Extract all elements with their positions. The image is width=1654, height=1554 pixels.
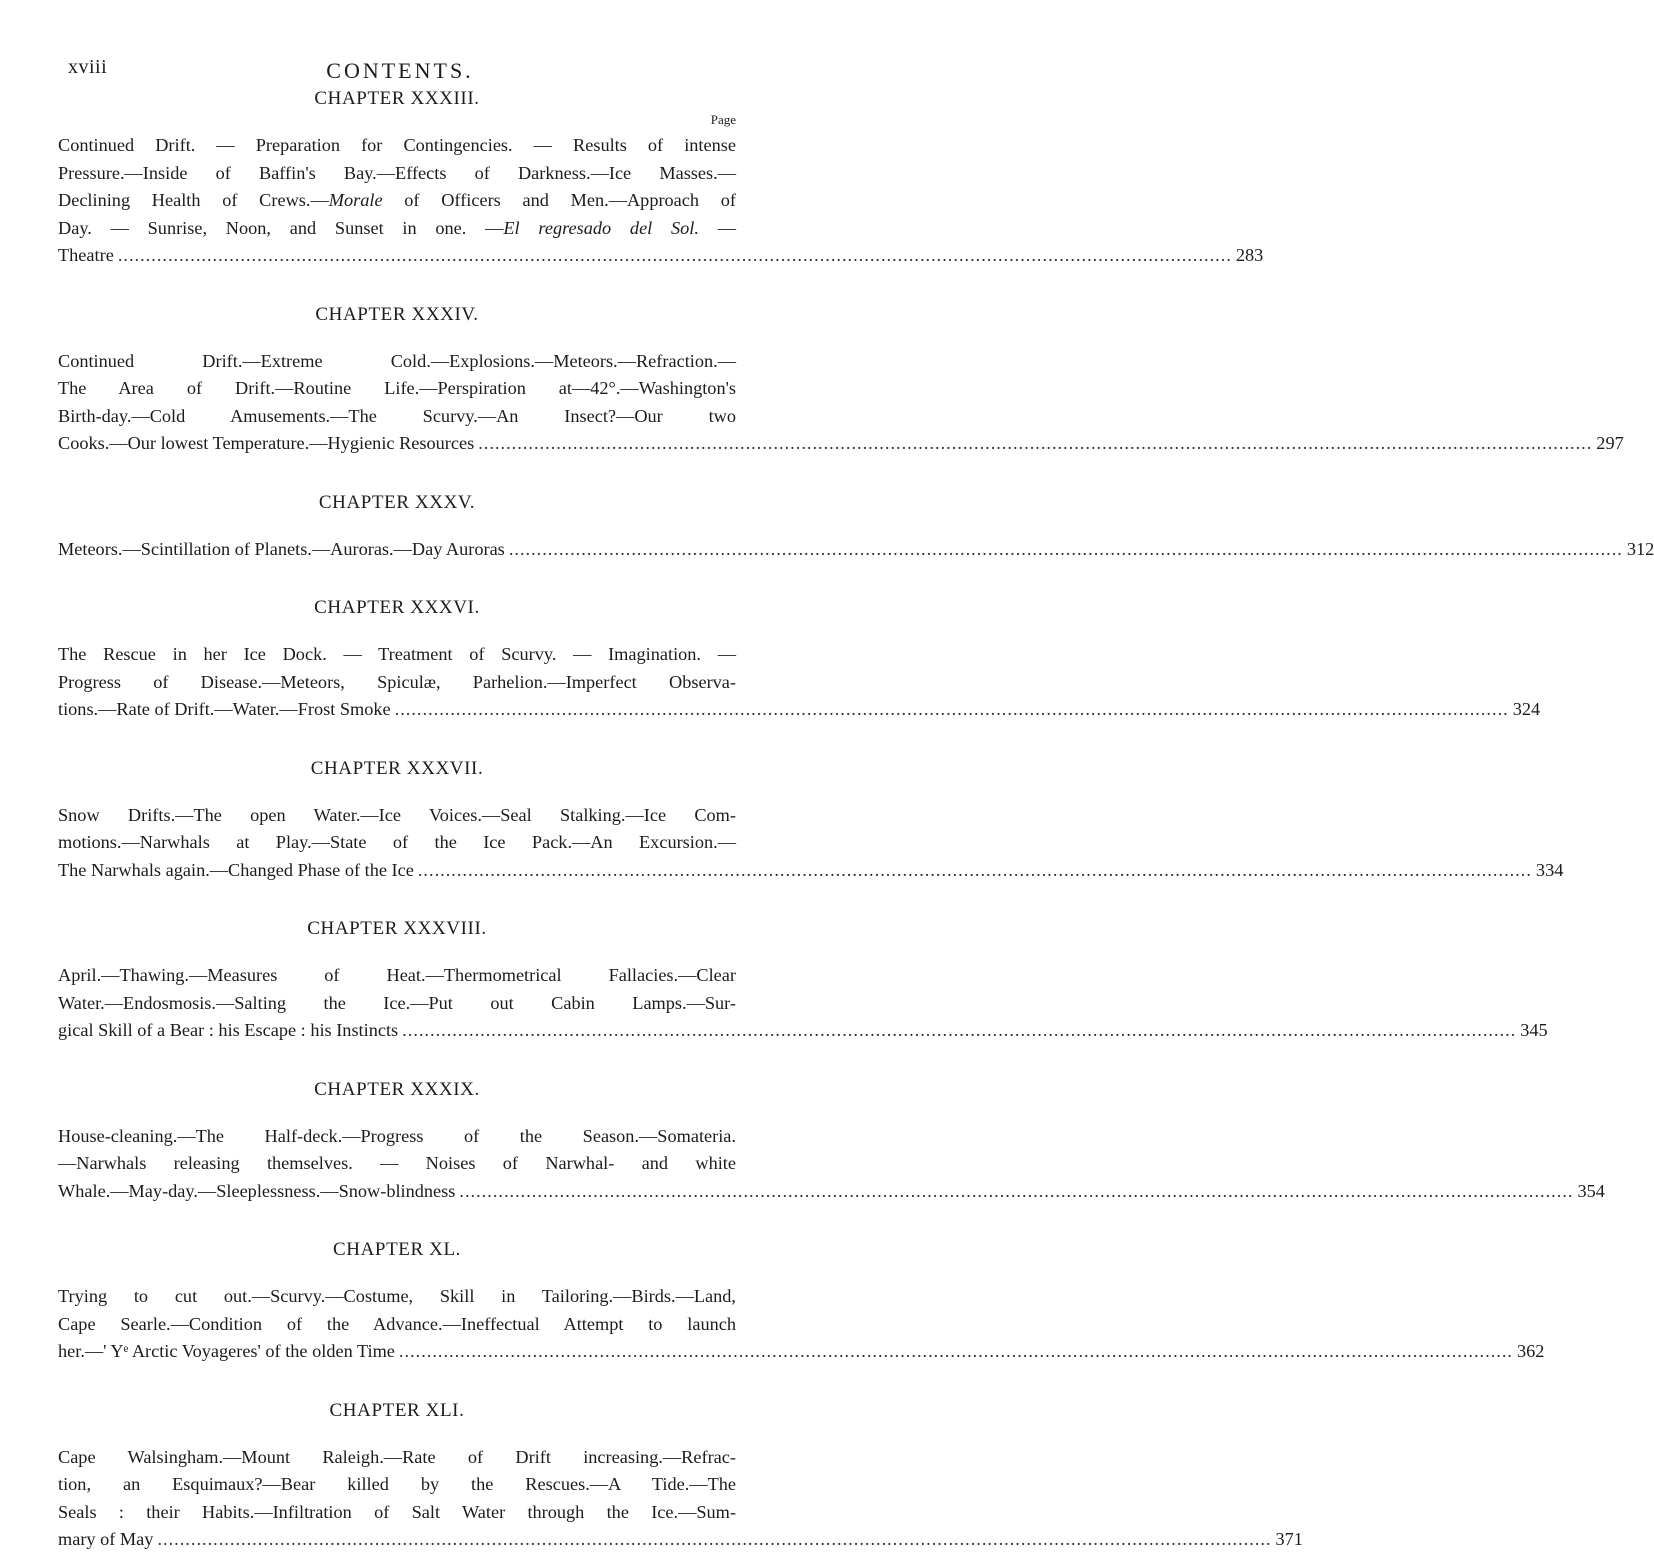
synopsis-line: Continued Drift. — Preparation for Contingencies. — Results of intense (58, 135, 736, 155)
chapter-synopsis (58, 641, 1541, 724)
page-number: 345 (1520, 1020, 1548, 1040)
synopsis-line: Meteors.—Scintillation of Planets.—Auroras.—Day Auroras (58, 538, 505, 559)
dot-leader: ........................................................................................................................................................................................................ (508, 538, 1623, 559)
page-column-label: Page (710, 112, 736, 127)
chapter-synopsis (58, 536, 1654, 564)
synopsis-line: Progress of Disease.—Meteors, Spiculæ, Parhelion.—Imperfect Observa- (58, 671, 736, 692)
page-number: 297 (1596, 433, 1624, 453)
page-column-label (58, 1263, 736, 1277)
chapter-entry (58, 1078, 1605, 1206)
synopsis-last-line (58, 857, 1564, 885)
synopsis-line: Day. — Sunrise, Noon, and Sunset in one. —El regresado del Sol. — (58, 217, 736, 238)
page-column-label (58, 328, 736, 342)
chapter-heading: CHAPTER XLI. (329, 1399, 465, 1421)
synopsis-line: mary of May (58, 1529, 154, 1549)
chapter-synopsis (58, 1123, 1605, 1206)
synopsis-last-line (58, 536, 1654, 564)
synopsis-last-line (58, 242, 1264, 270)
synopsis-last-line (58, 1017, 1548, 1045)
synopsis-line: Declining Health of Crews.—Morale of Officers and Men.—Approach of (58, 190, 736, 210)
dot-leader: ........................................................................................................................................................................................................ (402, 1020, 1517, 1040)
synopsis-line: Whale.—May-day.—Sleeplessness.—Snow-blindness (58, 1180, 456, 1201)
page-number: 371 (1275, 1529, 1303, 1549)
synopsis-last-line (58, 430, 1624, 458)
synopsis-line: The Rescue in her Ice Dock. — Treatment of Scurvy. — Imagination. — (58, 644, 736, 664)
chapter-entry (58, 918, 1548, 1045)
synopsis-line: Seals : their Habits.—Infiltration of Salt Water through the Ice.—Sum- (58, 1501, 736, 1522)
chapter-entry (58, 1399, 1303, 1554)
running-title: CONTENTS. (326, 58, 474, 83)
dot-leader: ........................................................................................................................................................................................................ (398, 1341, 1513, 1361)
synopsis-line: April.—Thawing.—Measures of Heat.—Thermometrical Fallacies.—Clear (58, 965, 736, 985)
dot-leader: ........................................................................................................................................................................................................ (459, 1180, 1574, 1201)
synopsis-last-line (58, 696, 1541, 724)
page-number: 334 (1535, 859, 1564, 880)
chapter-entry (58, 303, 1624, 458)
page-column-label (58, 942, 736, 956)
synopsis-line: tions.—Rate of Drift.—Water.—Frost Smoke (58, 699, 391, 719)
chapter-synopsis (58, 348, 1624, 458)
synopsis-line: Pressure.—Inside of Baffin's Bay.—Effects of Darkness.—Ice Masses.— (58, 162, 736, 183)
page-number: 312 (1626, 538, 1654, 559)
synopsis-last-line (58, 1526, 1303, 1554)
synopsis-line: Theatre (58, 245, 114, 265)
synopsis-line: Trying to cut out.—Scurvy.—Costume, Skill in Tailoring.—Birds.—Land, (58, 1286, 736, 1306)
page-column-label (58, 782, 736, 796)
page-column-label (58, 1103, 736, 1117)
synopsis-line: The Narwhals again.—Changed Phase of the Ice (58, 859, 414, 880)
synopsis-last-line (58, 1178, 1605, 1206)
page-column-label (58, 1424, 736, 1438)
synopsis-line: Water.—Endosmosis.—Salting the Ice.—Put out Cabin Lamps.—Sur- (58, 992, 736, 1013)
synopsis-line: her.—' Yᵉ Arctic Voyageres' of the olden Time (58, 1341, 395, 1361)
page-folio: xviii (68, 56, 108, 78)
synopsis-line: Birth-day.—Cold Amusements.—The Scurvy.—An Insect?—Our two (58, 405, 736, 426)
chapter-synopsis (58, 802, 1564, 885)
synopsis-line: Snow Drifts.—The open Water.—Ice Voices.—Seal Stalking.—Ice Com- (58, 804, 736, 825)
chapter-heading: CHAPTER XXXIII. (314, 88, 480, 109)
dot-leader: ........................................................................................................................................................................................................ (117, 245, 1232, 265)
synopsis-line: The Area of Drift.—Routine Life.—Perspiration at—42°.—Washington's (58, 378, 736, 398)
synopsis-line: Continued Drift.—Extreme Cold.—Explosions.—Meteors.—Refraction.— (58, 350, 736, 371)
page-column-label (58, 516, 736, 530)
synopsis-last-line (58, 1338, 1545, 1366)
chapter-heading: CHAPTER XXXVIII. (307, 918, 487, 939)
chapter-synopsis (58, 132, 1264, 270)
synopsis-line: gical Skill of a Bear : his Escape : his Instincts (58, 1020, 399, 1040)
synopsis-line: Cape Walsingham.—Mount Raleigh.—Rate of Drift increasing.—Refrac- (58, 1446, 736, 1467)
chapter-entry (58, 1239, 1545, 1366)
chapter-synopsis (58, 1444, 1303, 1554)
chapter-heading: CHAPTER XXXV. (318, 491, 476, 513)
synopsis-line: Cooks.—Our lowest Temperature.—Hygienic Resources (58, 433, 475, 453)
chapter-entry (58, 88, 1264, 270)
dot-leader: ........................................................................................................................................................................................................ (417, 859, 1532, 880)
chapter-heading: CHAPTER XL. (333, 1239, 461, 1260)
chapter-heading: CHAPTER XXXVII. (310, 757, 484, 779)
chapter-heading: CHAPTER XXXVI. (314, 597, 480, 618)
synopsis-line: House-cleaning.—The Half-deck.—Progress of the Season.—Somateria. (58, 1125, 736, 1146)
chapter-heading: CHAPTER XXXIV. (315, 303, 479, 325)
page-number: 283 (1235, 245, 1264, 265)
chapter-entry (58, 491, 1654, 564)
dot-leader: ........................................................................................................................................................................................................ (394, 699, 1509, 719)
dot-leader: ........................................................................................................................................................................................................ (157, 1529, 1272, 1549)
synopsis-line: Cape Searle.—Condition of the Advance.—Ineffectual Attempt to launch (58, 1313, 736, 1334)
synopsis-line: tion, an Esquimaux?—Bear killed by the Rescues.—A Tide.—The (58, 1474, 736, 1494)
page-number: 324 (1512, 699, 1541, 719)
page-number: 354 (1577, 1180, 1605, 1201)
synopsis-line: motions.—Narwhals at Play.—State of the Ice Pack.—An Excursion.— (58, 832, 736, 852)
page-number: 362 (1516, 1341, 1545, 1361)
synopsis-line: —Narwhals releasing themselves. — Noises of Narwhal- and white (58, 1153, 736, 1173)
page-column-label (58, 621, 736, 635)
chapter-heading: CHAPTER XXXIX. (314, 1078, 480, 1100)
chapter-entry (58, 757, 1564, 885)
chapter-synopsis (58, 1283, 1545, 1366)
dot-leader: ........................................................................................................................................................................................................ (478, 433, 1593, 453)
chapter-entry (58, 597, 1541, 724)
chapter-synopsis (58, 962, 1548, 1045)
